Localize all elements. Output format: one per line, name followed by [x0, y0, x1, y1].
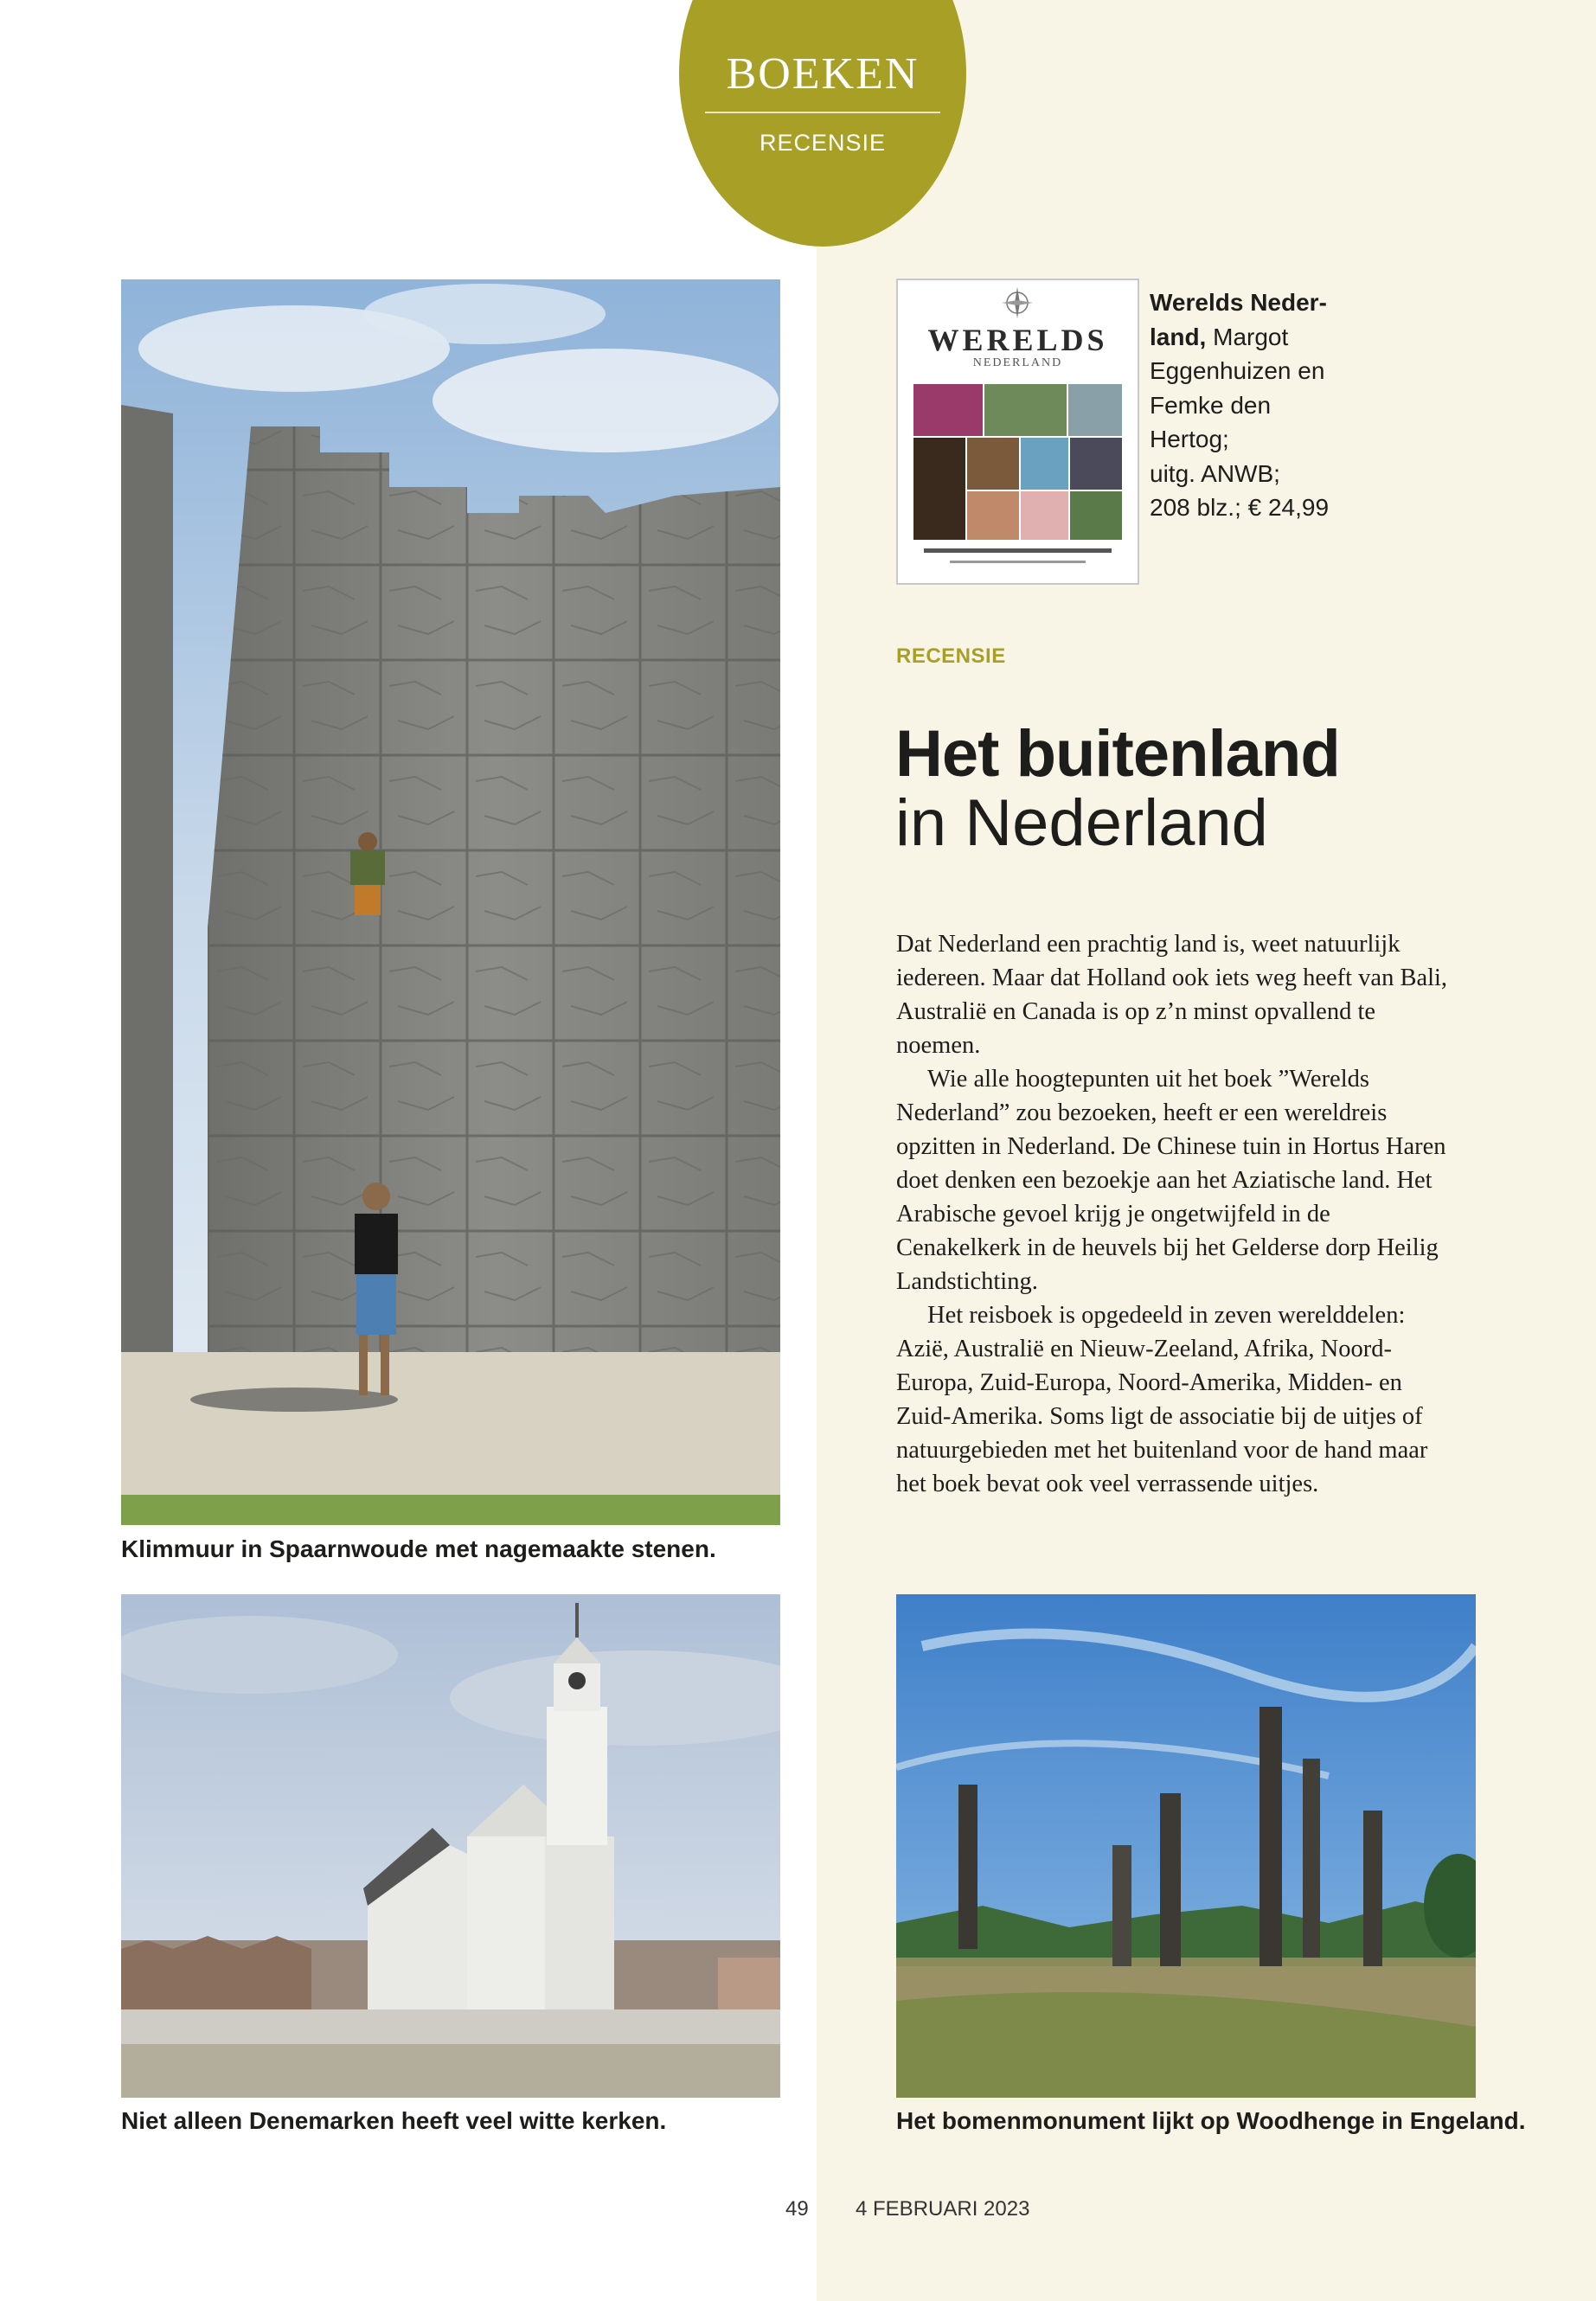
article-label: RECENSIE: [896, 644, 1006, 668]
paragraph: Dat Nederland een prachtig land is, weet natuurlijk iedereen. Maar dat Holland ook iets weg heeft van Bali, Australië en Canada is op z’n minst opvallend te noemen.: [896, 931, 1448, 1059]
book-authors: Margot Eggenhuizen en Femke den Hertog;: [1150, 323, 1325, 452]
tree-monument-caption: Het bomenmonument lijkt op Woodhenge in Engeland.: [896, 2107, 1526, 2134]
book-details: 208 blz.; € 24,99: [1150, 494, 1330, 521]
page-number: 49: [785, 2197, 809, 2221]
headline-light: in Nederland: [895, 786, 1268, 860]
cover-authors-line: [950, 561, 1086, 563]
badge-divider: [705, 112, 940, 113]
climbing-wall-caption: Klimmuur in Spaarnwoude met nagemaakte stenen.: [121, 1535, 716, 1562]
cover-tagline: [924, 548, 1112, 553]
book-title: Werelds Neder-land,: [1150, 289, 1327, 350]
paragraph: Wie alle hoogtepunten uit het boek ”Werelds Nederland” zou bezoeken, heeft er een wereldreis opzitten in Nederland. De Chinese tuin in Hortus Haren doet denken een bezoekje aan het Aziatische land. Het Arabische gevoel krijg je ongetwijfeld in de Cenakelkerk in de heuvels bij het Gelderse dorp Heilig Landstichting.: [896, 1066, 1446, 1295]
issue-date: 4 FEBRUARI 2023: [856, 2197, 1030, 2221]
cover-title: WERELDS: [927, 323, 1108, 357]
cover-subtitle: NEDERLAND: [972, 356, 1063, 369]
book-info: [1150, 285, 1349, 525]
cover-photo-grid: [913, 384, 1122, 540]
church-caption: Niet alleen Denemarken heeft veel witte kerken.: [121, 2107, 667, 2134]
climbing-wall-photo: [121, 279, 780, 1525]
tree-monument-photo: [896, 1594, 1476, 2098]
section-title: BOEKEN: [726, 49, 920, 99]
headline-bold: Het buitenland: [895, 717, 1340, 791]
paragraph: Het reisboek is opgedeeld in zeven werelddelen: Azië, Australië en Nieuw-Zeeland, Afrika, Noord-Europa, Zuid-Europa, Noord-Amerika, Midden- en Zuid-Amerika. Soms ligt de associatie bij de uitjes of natuurgebieden met het buitenland voor de hand maar het boek bevat ook veel verrassende uitjes.: [896, 1302, 1428, 1497]
section-subtitle: RECENSIE: [759, 130, 887, 156]
church-photo: [121, 1594, 780, 2098]
book-cover: [896, 279, 1139, 585]
compass-icon: [1000, 285, 1035, 320]
article-body: [896, 927, 1450, 1501]
book-publisher: uitg. ANWB;: [1150, 459, 1280, 487]
